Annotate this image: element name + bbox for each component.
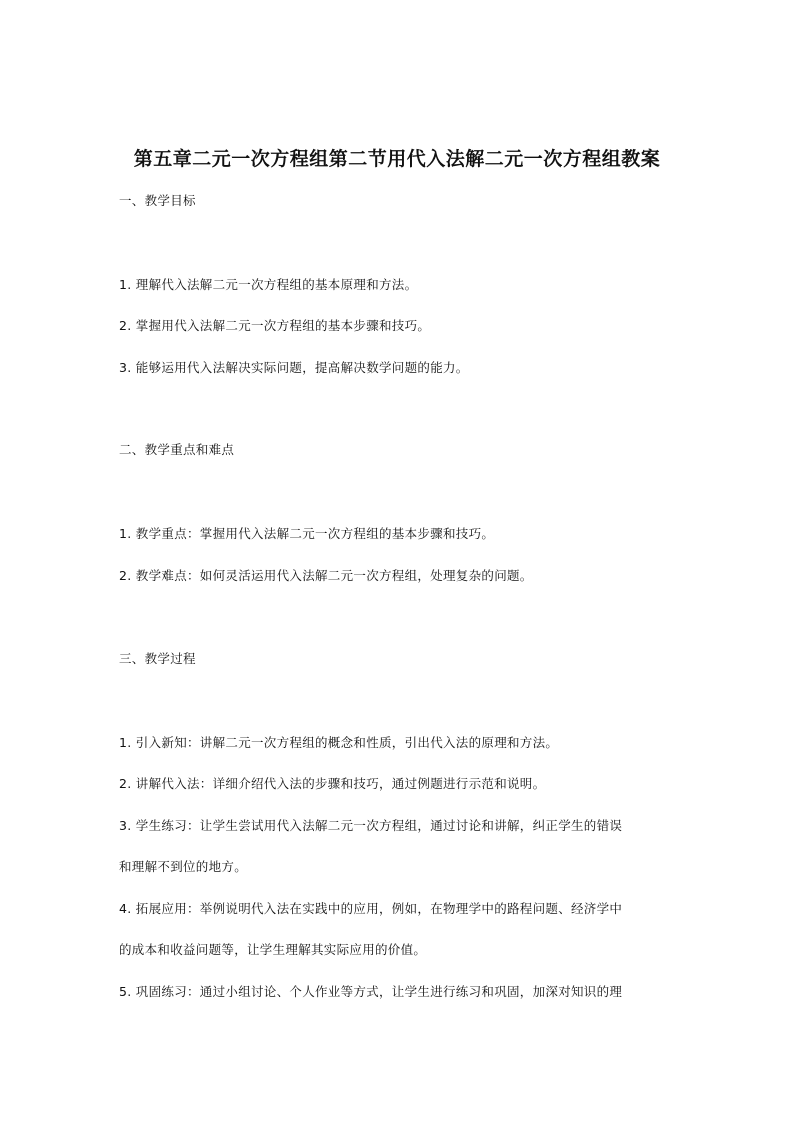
list-item: 4. 拓展应用：举例说明代入法在实践中的应用，例如，在物理学中的路程问题、经济学中 — [119, 901, 623, 916]
section-heading-process: 三、教学过程 — [119, 651, 196, 666]
list-item: 2. 教学难点：如何灵活运用代入法解二元一次方程组，处理复杂的问题。 — [119, 568, 533, 583]
list-item: 2. 讲解代入法：详细介绍代入法的步骤和技巧，通过例题进行示范和说明。 — [119, 776, 546, 791]
list-item: 3. 学生练习：让学生尝试用代入法解二元一次方程组，通过讨论和讲解，纠正学生的错误 — [119, 818, 623, 833]
list-item: 1. 引入新知：讲解二元一次方程组的概念和性质，引出代入法的原理和方法。 — [119, 735, 559, 750]
list-item-continuation: 的成本和收益问题等，让学生理解其实际应用的价值。 — [119, 942, 427, 957]
section-heading-key-points: 二、教学重点和难点 — [119, 442, 235, 457]
list-item-continuation: 和理解不到位的地方。 — [119, 859, 248, 874]
section-heading-objectives: 一、教学目标 — [119, 193, 196, 208]
list-item: 2. 掌握用代入法解二元一次方程组的基本步骤和技巧。 — [119, 318, 431, 333]
list-item: 1. 理解代入法解二元一次方程组的基本原理和方法。 — [119, 277, 418, 292]
list-item: 1. 教学重点：掌握用代入法解二元一次方程组的基本步骤和技巧。 — [119, 526, 495, 541]
list-item: 3. 能够运用代入法解决实际问题，提高解决数学问题的能力。 — [119, 360, 469, 375]
list-item: 5. 巩固练习：通过小组讨论、个人作业等方式，让学生进行练习和巩固，加深对知识的理 — [119, 984, 623, 999]
document-title: 第五章二元一次方程组第二节用代入法解二元一次方程组教案 — [133, 148, 661, 170]
